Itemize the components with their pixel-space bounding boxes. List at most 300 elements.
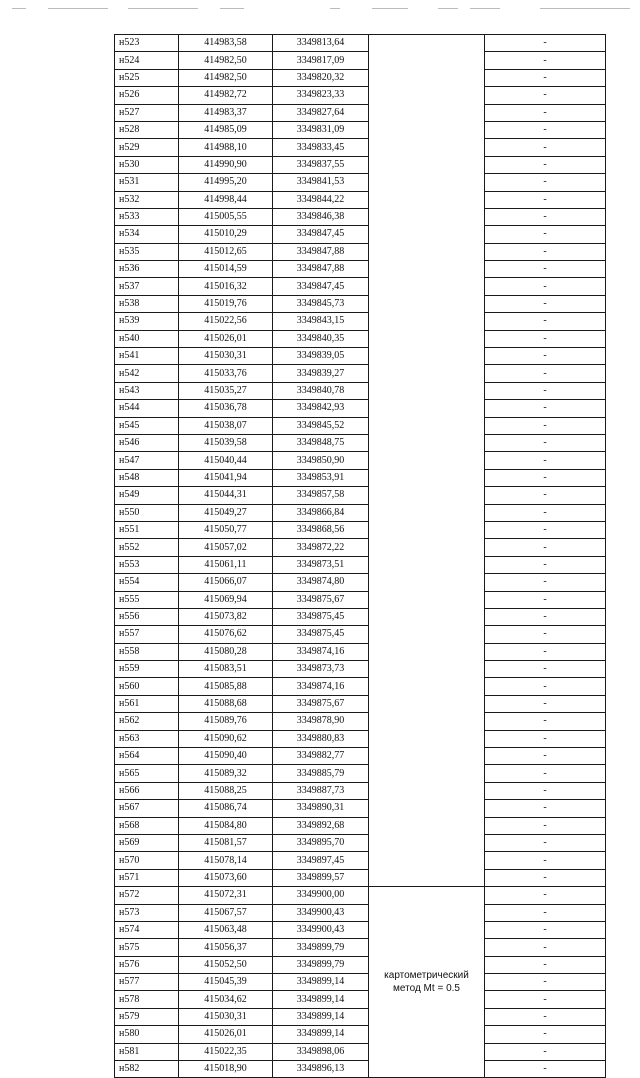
point-name: н580 (115, 1026, 179, 1043)
y-coordinate: 3349875,67 (273, 591, 369, 608)
accuracy-value: - (485, 261, 606, 278)
table-row (115, 452, 606, 469)
point-name: н561 (115, 695, 179, 712)
y-coordinate: 3349875,45 (273, 626, 369, 643)
accuracy-value: - (485, 591, 606, 608)
y-coordinate: 3349823,33 (273, 87, 369, 104)
point-name: н567 (115, 800, 179, 817)
accuracy-value: - (485, 626, 606, 643)
table-row (115, 591, 606, 608)
accuracy-value: - (485, 174, 606, 191)
point-name: н525 (115, 69, 179, 86)
accuracy-value: - (485, 69, 606, 86)
point-name: н570 (115, 852, 179, 869)
y-coordinate: 3349827,64 (273, 104, 369, 121)
point-name: н552 (115, 539, 179, 556)
accuracy-value: - (485, 661, 606, 678)
point-name: н571 (115, 869, 179, 886)
accuracy-value: - (485, 1026, 606, 1043)
accuracy-value: - (485, 869, 606, 886)
y-coordinate: 3349840,78 (273, 382, 369, 399)
point-name: н550 (115, 504, 179, 521)
table-row (115, 730, 606, 747)
accuracy-value: - (485, 834, 606, 851)
table-row (115, 834, 606, 851)
table-row (115, 974, 606, 991)
x-coordinate: 414983,58 (179, 35, 273, 52)
accuracy-value: - (485, 139, 606, 156)
x-coordinate: 415066,07 (179, 574, 273, 591)
accuracy-value: - (485, 365, 606, 382)
x-coordinate: 414990,90 (179, 156, 273, 173)
x-coordinate: 415022,35 (179, 1043, 273, 1060)
point-name: н545 (115, 417, 179, 434)
y-coordinate: 3349839,05 (273, 348, 369, 365)
table-row (115, 261, 606, 278)
x-coordinate: 415022,56 (179, 313, 273, 330)
y-coordinate: 3349847,88 (273, 243, 369, 260)
x-coordinate: 415086,74 (179, 800, 273, 817)
point-name: н581 (115, 1043, 179, 1060)
accuracy-value: - (485, 921, 606, 938)
table-row (115, 939, 606, 956)
table-row (115, 748, 606, 765)
point-name: н539 (115, 313, 179, 330)
table-row (115, 487, 606, 504)
x-coordinate: 414982,50 (179, 69, 273, 86)
coordinates-table-body (115, 35, 606, 1078)
table-row (115, 313, 606, 330)
point-name: н574 (115, 921, 179, 938)
x-coordinate: 415090,62 (179, 730, 273, 747)
x-coordinate: 415052,50 (179, 956, 273, 973)
table-row (115, 139, 606, 156)
accuracy-value: - (485, 156, 606, 173)
table-row (115, 52, 606, 69)
accuracy-value: - (485, 226, 606, 243)
point-name: н555 (115, 591, 179, 608)
x-coordinate: 415088,68 (179, 695, 273, 712)
x-coordinate: 415080,28 (179, 643, 273, 660)
point-name: н559 (115, 661, 179, 678)
table-row (115, 852, 606, 869)
x-coordinate: 415078,14 (179, 852, 273, 869)
y-coordinate: 3349845,73 (273, 295, 369, 312)
y-coordinate: 3349845,52 (273, 417, 369, 434)
accuracy-value: - (485, 313, 606, 330)
y-coordinate: 3349846,38 (273, 208, 369, 225)
x-coordinate: 415076,62 (179, 626, 273, 643)
x-coordinate: 415016,32 (179, 278, 273, 295)
table-row (115, 956, 606, 973)
point-name: н575 (115, 939, 179, 956)
accuracy-value: - (485, 695, 606, 712)
x-coordinate: 415030,31 (179, 348, 273, 365)
accuracy-value: - (485, 1061, 606, 1078)
y-coordinate: 3349847,45 (273, 278, 369, 295)
x-coordinate: 415069,94 (179, 591, 273, 608)
table-row (115, 191, 606, 208)
accuracy-value: - (485, 974, 606, 991)
table-row (115, 765, 606, 782)
y-coordinate: 3349853,91 (273, 469, 369, 486)
table-row (115, 174, 606, 191)
point-name: н535 (115, 243, 179, 260)
y-coordinate: 3349868,56 (273, 521, 369, 538)
x-coordinate: 414985,09 (179, 121, 273, 138)
x-coordinate: 415073,82 (179, 608, 273, 625)
y-coordinate: 3349840,35 (273, 330, 369, 347)
table-row (115, 278, 606, 295)
point-name: н524 (115, 52, 179, 69)
table-row (115, 382, 606, 399)
accuracy-value: - (485, 469, 606, 486)
x-coordinate: 415040,44 (179, 452, 273, 469)
table-row (115, 1043, 606, 1060)
point-name: н582 (115, 1061, 179, 1078)
accuracy-value: - (485, 504, 606, 521)
accuracy-value: - (485, 487, 606, 504)
point-name: н547 (115, 452, 179, 469)
point-name: н564 (115, 748, 179, 765)
x-coordinate: 415012,65 (179, 243, 273, 260)
table-row (115, 782, 606, 799)
x-coordinate: 415084,80 (179, 817, 273, 834)
y-coordinate: 3349850,90 (273, 452, 369, 469)
table-row (115, 817, 606, 834)
x-coordinate: 414998,44 (179, 191, 273, 208)
method-description: картометрический метод Mt = 0.5 (369, 887, 485, 1078)
table-row (115, 713, 606, 730)
point-name: н536 (115, 261, 179, 278)
point-name: н528 (115, 121, 179, 138)
y-coordinate: 3349844,22 (273, 191, 369, 208)
accuracy-value: - (485, 1008, 606, 1025)
x-coordinate: 415061,11 (179, 556, 273, 573)
x-coordinate: 415063,48 (179, 921, 273, 938)
table-row (115, 87, 606, 104)
accuracy-value: - (485, 278, 606, 295)
point-name: н537 (115, 278, 179, 295)
table-row (115, 904, 606, 921)
y-coordinate: 3349880,83 (273, 730, 369, 747)
x-coordinate: 415030,31 (179, 1008, 273, 1025)
point-name: н548 (115, 469, 179, 486)
accuracy-value: - (485, 295, 606, 312)
point-name: н543 (115, 382, 179, 399)
accuracy-value: - (485, 121, 606, 138)
table-row (115, 521, 606, 538)
point-name: н542 (115, 365, 179, 382)
method-cell-empty (369, 35, 485, 887)
y-coordinate: 3349837,55 (273, 156, 369, 173)
point-name: н549 (115, 487, 179, 504)
table-row (115, 330, 606, 347)
point-name: н560 (115, 678, 179, 695)
y-coordinate: 3349873,73 (273, 661, 369, 678)
x-coordinate: 414982,50 (179, 52, 273, 69)
y-coordinate: 3349900,43 (273, 904, 369, 921)
y-coordinate: 3349899,14 (273, 991, 369, 1008)
x-coordinate: 414988,10 (179, 139, 273, 156)
x-coordinate: 415026,01 (179, 330, 273, 347)
point-name: н544 (115, 400, 179, 417)
y-coordinate: 3349899,14 (273, 1026, 369, 1043)
point-name: н558 (115, 643, 179, 660)
accuracy-value: - (485, 104, 606, 121)
y-coordinate: 3349887,73 (273, 782, 369, 799)
y-coordinate: 3349817,09 (273, 52, 369, 69)
accuracy-value: - (485, 452, 606, 469)
x-coordinate: 415035,27 (179, 382, 273, 399)
x-coordinate: 415041,94 (179, 469, 273, 486)
point-name: н540 (115, 330, 179, 347)
accuracy-value: - (485, 330, 606, 347)
x-coordinate: 414995,20 (179, 174, 273, 191)
y-coordinate: 3349833,45 (273, 139, 369, 156)
accuracy-value: - (485, 52, 606, 69)
x-coordinate: 415049,27 (179, 504, 273, 521)
table-row (115, 539, 606, 556)
table-row (115, 156, 606, 173)
point-name: н573 (115, 904, 179, 921)
y-coordinate: 3349820,32 (273, 69, 369, 86)
table-row (115, 365, 606, 382)
x-coordinate: 415005,55 (179, 208, 273, 225)
y-coordinate: 3349896,13 (273, 1061, 369, 1078)
scan-header-marks (0, 0, 640, 30)
y-coordinate: 3349847,45 (273, 226, 369, 243)
x-coordinate: 414982,72 (179, 87, 273, 104)
point-name: н569 (115, 834, 179, 851)
accuracy-value: - (485, 887, 606, 904)
point-name: н551 (115, 521, 179, 538)
y-coordinate: 3349872,22 (273, 539, 369, 556)
y-coordinate: 3349874,16 (273, 643, 369, 660)
point-name: н578 (115, 991, 179, 1008)
x-coordinate: 415019,76 (179, 295, 273, 312)
point-name: н541 (115, 348, 179, 365)
x-coordinate: 415072,31 (179, 887, 273, 904)
x-coordinate: 415085,88 (179, 678, 273, 695)
point-name: н526 (115, 87, 179, 104)
accuracy-value: - (485, 643, 606, 660)
x-coordinate: 415056,37 (179, 939, 273, 956)
x-coordinate: 415088,25 (179, 782, 273, 799)
y-coordinate: 3349899,57 (273, 869, 369, 886)
point-name: н568 (115, 817, 179, 834)
accuracy-value: - (485, 991, 606, 1008)
point-name: н553 (115, 556, 179, 573)
point-name: н538 (115, 295, 179, 312)
x-coordinate: 415026,01 (179, 1026, 273, 1043)
table-row (115, 348, 606, 365)
y-coordinate: 3349839,27 (273, 365, 369, 382)
table-row (115, 678, 606, 695)
x-coordinate: 415044,31 (179, 487, 273, 504)
table-row (115, 417, 606, 434)
accuracy-value: - (485, 713, 606, 730)
point-name: н533 (115, 208, 179, 225)
x-coordinate: 415090,40 (179, 748, 273, 765)
point-name: н530 (115, 156, 179, 173)
accuracy-value: - (485, 574, 606, 591)
table-row (115, 921, 606, 938)
y-coordinate: 3349841,53 (273, 174, 369, 191)
accuracy-value: - (485, 208, 606, 225)
y-coordinate: 3349898,06 (273, 1043, 369, 1060)
y-coordinate: 3349874,80 (273, 574, 369, 591)
point-name: н557 (115, 626, 179, 643)
accuracy-value: - (485, 382, 606, 399)
table-row (115, 1026, 606, 1043)
x-coordinate: 415081,57 (179, 834, 273, 851)
accuracy-value: - (485, 852, 606, 869)
table-row (115, 295, 606, 312)
table-row (115, 695, 606, 712)
y-coordinate: 3349890,31 (273, 800, 369, 817)
x-coordinate: 415050,77 (179, 521, 273, 538)
accuracy-value: - (485, 417, 606, 434)
accuracy-value: - (485, 939, 606, 956)
y-coordinate: 3349899,79 (273, 956, 369, 973)
y-coordinate: 3349848,75 (273, 434, 369, 451)
table-row (115, 887, 606, 904)
y-coordinate: 3349831,09 (273, 121, 369, 138)
accuracy-value: - (485, 539, 606, 556)
y-coordinate: 3349900,43 (273, 921, 369, 938)
coordinates-table (114, 34, 606, 1078)
point-name: н556 (115, 608, 179, 625)
table-row (115, 1008, 606, 1025)
accuracy-value: - (485, 35, 606, 52)
table-row (115, 504, 606, 521)
table-row (115, 1061, 606, 1078)
table-row (115, 208, 606, 225)
x-coordinate: 415014,59 (179, 261, 273, 278)
accuracy-value: - (485, 765, 606, 782)
x-coordinate: 415067,57 (179, 904, 273, 921)
accuracy-value: - (485, 87, 606, 104)
y-coordinate: 3349882,77 (273, 748, 369, 765)
point-name: н565 (115, 765, 179, 782)
y-coordinate: 3349866,84 (273, 504, 369, 521)
x-coordinate: 415089,32 (179, 765, 273, 782)
y-coordinate: 3349847,88 (273, 261, 369, 278)
y-coordinate: 3349873,51 (273, 556, 369, 573)
accuracy-value: - (485, 400, 606, 417)
x-coordinate: 415010,29 (179, 226, 273, 243)
table-row (115, 556, 606, 573)
accuracy-value: - (485, 817, 606, 834)
accuracy-value: - (485, 556, 606, 573)
point-name: н566 (115, 782, 179, 799)
point-name: н534 (115, 226, 179, 243)
y-coordinate: 3349900,00 (273, 887, 369, 904)
table-row (115, 469, 606, 486)
point-name: н576 (115, 956, 179, 973)
y-coordinate: 3349874,16 (273, 678, 369, 695)
x-coordinate: 415033,76 (179, 365, 273, 382)
table-row (115, 226, 606, 243)
table-row (115, 243, 606, 260)
accuracy-value: - (485, 243, 606, 260)
point-name: н532 (115, 191, 179, 208)
x-coordinate: 415039,58 (179, 434, 273, 451)
y-coordinate: 3349899,14 (273, 974, 369, 991)
point-name: н529 (115, 139, 179, 156)
x-coordinate: 415089,76 (179, 713, 273, 730)
table-row (115, 69, 606, 86)
y-coordinate: 3349885,79 (273, 765, 369, 782)
y-coordinate: 3349813,64 (273, 35, 369, 52)
point-name: н563 (115, 730, 179, 747)
point-name: н554 (115, 574, 179, 591)
y-coordinate: 3349842,93 (273, 400, 369, 417)
point-name: н577 (115, 974, 179, 991)
y-coordinate: 3349897,45 (273, 852, 369, 869)
y-coordinate: 3349895,70 (273, 834, 369, 851)
table-row (115, 121, 606, 138)
y-coordinate: 3349899,14 (273, 1008, 369, 1025)
accuracy-value: - (485, 434, 606, 451)
table-row (115, 434, 606, 451)
table-row (115, 991, 606, 1008)
accuracy-value: - (485, 956, 606, 973)
x-coordinate: 415018,90 (179, 1061, 273, 1078)
accuracy-value: - (485, 348, 606, 365)
table-row (115, 869, 606, 886)
point-name: н579 (115, 1008, 179, 1025)
accuracy-value: - (485, 608, 606, 625)
point-name: н562 (115, 713, 179, 730)
accuracy-value: - (485, 521, 606, 538)
accuracy-value: - (485, 678, 606, 695)
accuracy-value: - (485, 782, 606, 799)
table-row (115, 643, 606, 660)
accuracy-value: - (485, 191, 606, 208)
y-coordinate: 3349892,68 (273, 817, 369, 834)
point-name: н531 (115, 174, 179, 191)
y-coordinate: 3349899,79 (273, 939, 369, 956)
point-name: н572 (115, 887, 179, 904)
x-coordinate: 415057,02 (179, 539, 273, 556)
x-coordinate: 414983,37 (179, 104, 273, 121)
y-coordinate: 3349878,90 (273, 713, 369, 730)
x-coordinate: 415045,39 (179, 974, 273, 991)
x-coordinate: 415036,78 (179, 400, 273, 417)
y-coordinate: 3349843,15 (273, 313, 369, 330)
accuracy-value: - (485, 748, 606, 765)
x-coordinate: 415083,51 (179, 661, 273, 678)
x-coordinate: 415034,62 (179, 991, 273, 1008)
x-coordinate: 415038,07 (179, 417, 273, 434)
accuracy-value: - (485, 904, 606, 921)
table-row (115, 574, 606, 591)
table-row (115, 104, 606, 121)
table-row (115, 800, 606, 817)
point-name: н546 (115, 434, 179, 451)
point-name: н523 (115, 35, 179, 52)
accuracy-value: - (485, 1043, 606, 1060)
point-name: н527 (115, 104, 179, 121)
table-row (115, 400, 606, 417)
table-row (115, 35, 606, 52)
y-coordinate: 3349875,67 (273, 695, 369, 712)
table-row (115, 608, 606, 625)
y-coordinate: 3349875,45 (273, 608, 369, 625)
table-row (115, 626, 606, 643)
